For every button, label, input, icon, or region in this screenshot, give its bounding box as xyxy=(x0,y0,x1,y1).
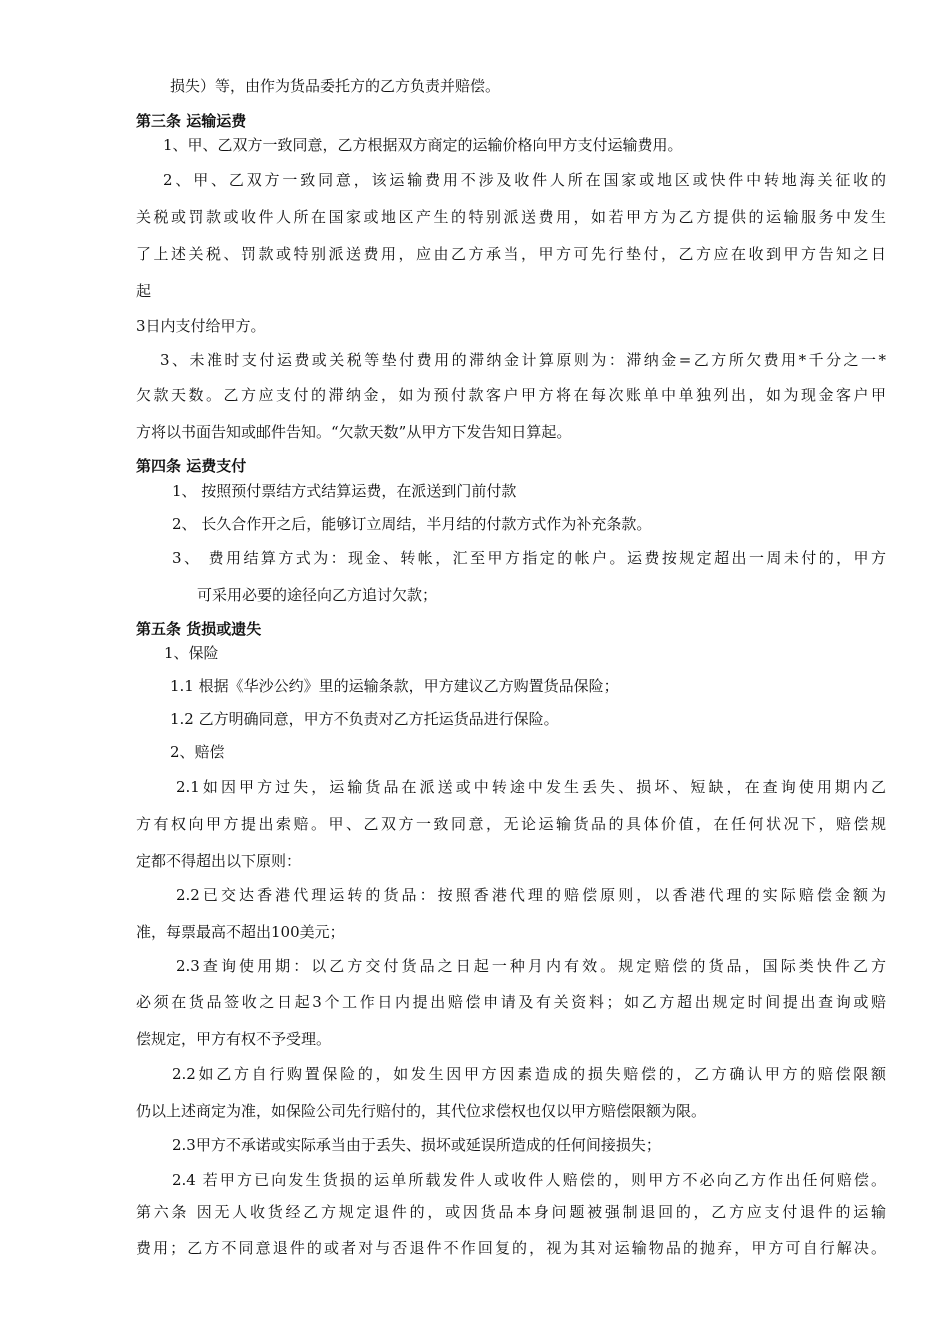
text-line: 了上述关税、罚款或特别派送费用，应由乙方承当，甲方可先行垫付，乙方应在收到甲方告知之日 xyxy=(136,245,886,263)
text-line: 准，每票最高不超出100美元； xyxy=(136,923,345,941)
section-heading: 第五条 货损或遗失 xyxy=(136,620,262,638)
text-line: 2.4 若甲方已向发生货损的运单所载发件人或收件人赔偿的，则甲方不必向乙方作出任何赔偿。 xyxy=(172,1171,886,1189)
text-line: 方有权向甲方提出索赔。甲、乙双方一致同意，无论运输货品的具体价值，在任何状况下，赔偿规 xyxy=(136,815,886,833)
text-line: 第六条 因无人收货经乙方规定退件的，或因货品本身问题被强制退回的，乙方应支付退件的运输 xyxy=(136,1203,886,1221)
text-line: 起 xyxy=(136,282,152,300)
text-line: 必须在货品签收之日起3个工作日内提出赔偿申请及有关资料；如乙方超出规定时间提出查询或赔 xyxy=(136,993,886,1011)
text-line: 费用；乙方不同意退件的或者对与否退件不作回复的，视为其对运输物品的抛弃，甲方可自行解决。 xyxy=(136,1239,886,1257)
text-line: 可采用必要的途径向乙方追讨欠款； xyxy=(197,586,438,604)
list-item: 3、 费用结算方式为：现金、转帐，汇至甲方指定的帐户。运费按规定超出一周未付的，甲方 xyxy=(172,549,886,567)
text-line: 2.3甲方不承诺或实际承当由于丢失、损坏或延误所造成的任何间接损失； xyxy=(172,1136,661,1154)
text-line: 方将以书面告知或邮件告知。“欠款天数”从甲方下发告知日算起。 xyxy=(136,423,572,441)
text-line: 关税或罚款或收件人所在国家或地区产生的特别派送费用，如若甲方为乙方提供的运输服务中发生 xyxy=(136,208,886,226)
list-item: 1、 按照预付票结方式结算运费，在派送到门前付款 xyxy=(172,482,517,500)
text-line: 1.1 根据《华沙公约》里的运输条款，甲方建议乙方购置货品保险； xyxy=(170,677,619,695)
text-line: 定都不得超出以下原则： xyxy=(136,852,302,870)
text-line: 损失）等，由作为货品委托方的乙方负责并赔偿。 xyxy=(170,77,501,95)
text-line: 2.2如乙方自行购置保险的，如发生因甲方因素造成的损失赔偿的，乙方确认甲方的赔偿限额 xyxy=(172,1065,886,1083)
list-item: 2、 长久合作开之后，能够订立周结，半月结的付款方式作为补充条款。 xyxy=(172,515,652,533)
text-line: 2、甲、乙双方一致同意，该运输费用不涉及收件人所在国家或地区或快件中转地海关征收的 xyxy=(163,171,886,189)
text-line: 2.3查询使用期：以乙方交付货品之日起一种月内有效。规定赔偿的货品，国际类快件乙方 xyxy=(176,957,886,975)
section-heading: 第三条 运输运费 xyxy=(136,112,247,130)
section-heading: 第四条 运费支付 xyxy=(136,457,247,475)
text-line: 2.1如因甲方过失，运输货品在派送或中转途中发生丢失、损坏、短缺，在查询使用期内乙 xyxy=(176,778,886,796)
text-line: 欠款天数。乙方应支付的滞纳金，如为预付款客户甲方将在每次账单中单独列出，如为现金客户甲 xyxy=(136,386,886,404)
text-line: 1.2 乙方明确同意，甲方不负责对乙方托运货品进行保险。 xyxy=(170,710,559,728)
text-line: 3日内支付给甲方。 xyxy=(136,317,266,335)
text-line: 3、未准时支付运费或关税等垫付费用的滞纳金计算原则为：滞纳金=乙方所欠费用*千分之一* xyxy=(160,351,886,369)
text-line: 仍以上述商定为准，如保险公司先行赔付的，其代位求偿权也仅以甲方赔偿限额为限。 xyxy=(136,1102,707,1120)
text-line: 2.2已交达香港代理运转的货品：按照香港代理的赔偿原则，以香港代理的实际赔偿金额为 xyxy=(176,886,886,904)
text-line: 1、保险 xyxy=(164,644,219,662)
text-line: 1、甲、乙双方一致同意，乙方根据双方商定的运输价格向甲方支付运输费用。 xyxy=(163,136,683,154)
text-line: 偿规定，甲方有权不予受理。 xyxy=(136,1030,332,1048)
text-line: 2、赔偿 xyxy=(170,743,225,761)
